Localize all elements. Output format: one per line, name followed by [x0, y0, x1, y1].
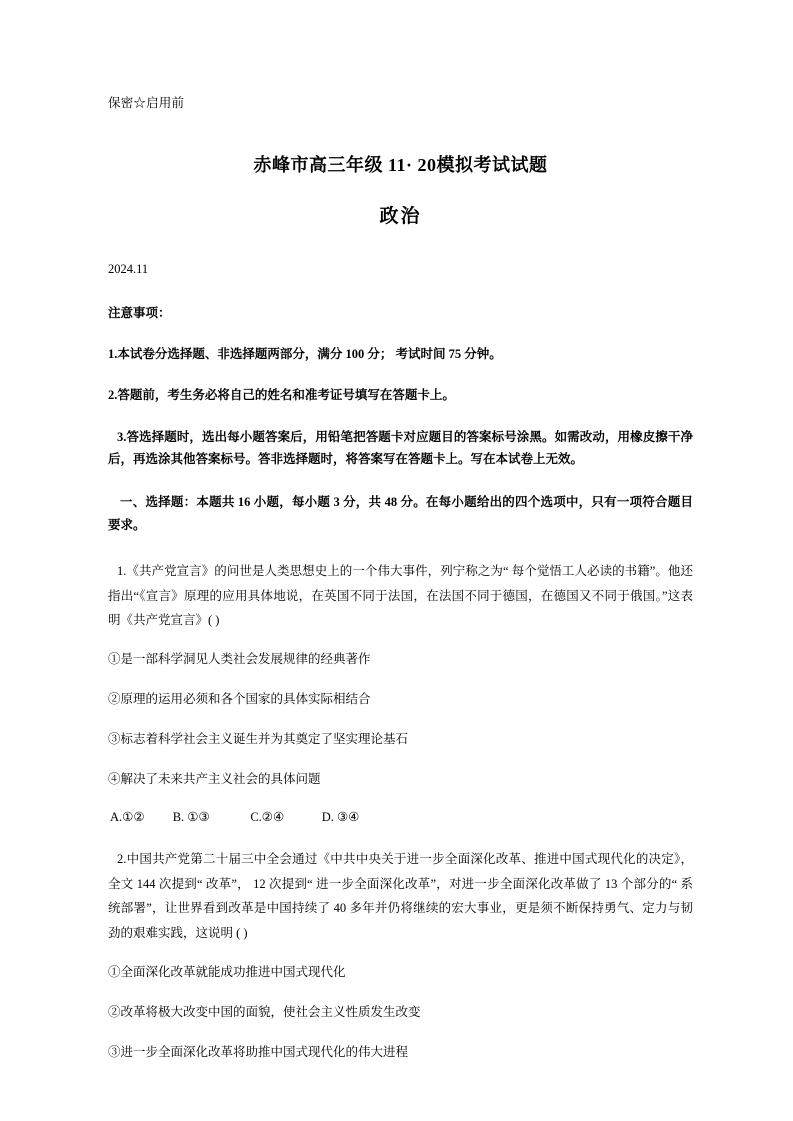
instruction-item-3: 3.答选择题时，选出每小题答案后，用铅笔把答题卡对应题目的答案标号涂黑。如需改动，用橡皮擦干净后，再选涂其他答案标号。答非选择题时，将答案写在答题卡上。写在本试卷上无效。: [108, 430, 693, 467]
instruction-item-1: 1.本试卷分选择题、非选择题两部分，满分 100 分； 考试时间 75 分钟。: [108, 346, 502, 361]
question-2-option-1: ①全面深化改革就能成功推进中国式现代化: [108, 964, 346, 979]
subject-title: 政治: [379, 205, 422, 227]
page-title: 赤峰市高三年级 11· 20模拟考试试题: [253, 154, 548, 175]
exam-date: 2024.11: [108, 261, 149, 276]
confidential-notice: 保密☆启用前: [108, 96, 185, 110]
question-1-option-2: ②原理的运用必须和各个国家的具体实际相结合: [108, 692, 371, 707]
question-1-option-4: ④解决了未来共产主义社会的具体问题: [108, 772, 321, 787]
question-1: [108, 559, 693, 825]
question-2-option-3: ③进一步全面深化改革将助推中国式现代化的伟大进程: [108, 1044, 409, 1059]
question-2-stem: 2.中国共产党第二十届三中全会通过《中共中央关于进一步全面深化改革、推进中国式现代化的决定》，全文 144 次提到“ 改革”， 12 次提到“ 进一步全面深化改革”，对进一步全面深化改革做了 13 个部分的“ 系统部署”，让世界看到改革是中国持续了 40 多年并仍将继续的宏大事业，更是须不断保持勇气、定力与韧劲的艰难实践，这说明 ( ): [108, 852, 693, 940]
question-1-option-1: ①是一部科学洞见人类社会发展规律的经典著作: [108, 652, 371, 667]
instruction-item-2: 2.答题前，考生务必将自己的姓名和准考证号填写在答题卡上。: [108, 388, 455, 403]
question-2-option-2: ②改革将极大改变中国的面貌，使社会主义性质发生改变: [108, 1004, 421, 1019]
question-1-option-3: ③标志着科学社会主义诞生并为其奠定了坚实理论基石: [108, 732, 409, 747]
question-1-stem: 1.《共产党宣言》的问世是人类思想史上的一个伟大事件，列宁称之为“ 每个觉悟工人必读的书籍”。他还指出“《宣言》原理的应用具体地说，在英国不同于法国，在法国不同于德国，在德国又不同于俄国。”这表明《共产党宣言》( ): [108, 564, 693, 627]
question-2: [108, 847, 693, 1062]
instructions-heading: 注意事项：: [108, 305, 171, 320]
question-1-answer-choices: A.①② B. ①③ C.②④ D. ③④: [110, 810, 360, 825]
section-one-heading: 一、选择题：本题共 16 小题，每小题 3 分，共 48 分。在每小题给出的四个选项中，只有一项符合题目要求。: [108, 495, 693, 533]
